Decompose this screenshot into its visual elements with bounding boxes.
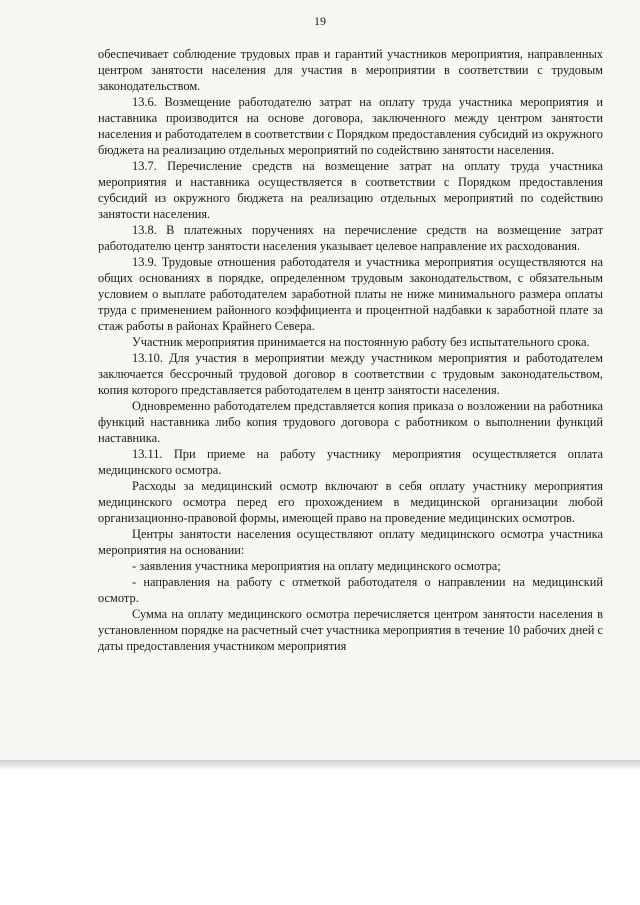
paragraph-payment-transfer: Сумма на оплату медицинского осмотра перечисляется центром занятости населения в установленном порядке на расчетный счет участника мероприятия в течение 10 рабочих дней с даты предоставления участником мероприятия [98,607,603,653]
paragraph-mentor-order: Одновременно работодателем представляется копия приказа о возложении на работника функций наставника либо копия трудового договора с работником о выполнении функций наставника. [98,399,603,445]
paragraph-13-9: 13.9. Трудовые отношения работодателя и участника мероприятия осуществляются на общих основаниях в порядке, определенном трудовым законодательством, с обязательным условием о выплате работодателем заработной платы не ниже минимального размера оплаты труда с применением районного коэффициента и процентной надбавки к заработной плате за стаж работы в районах Крайнего Севера. [98,255,603,333]
paragraph-probation: Участник мероприятия принимается на постоянную работу без испытательного срока. [132,335,590,349]
paragraph-13-11: 13.11. При приеме на работу участнику мероприятия осуществляется оплата медицинского осмотра. [98,447,603,477]
scan-edge-shadow [0,760,640,770]
list-item-application: - заявления участника мероприятия на оплату медицинского осмотра; [132,559,501,573]
page-number: 19 [314,14,326,28]
paragraph-continuation: обеспечивает соблюдение трудовых прав и гарантий участников мероприятия, направленных центром занятости населения для участия в мероприятии в соответствии с трудовым законодательством. [98,47,603,93]
paragraph-payment-basis: Центры занятости населения осуществляют оплату медицинского осмотра участника мероприятия на основании: [98,527,603,557]
paragraph-13-7: 13.7. Перечисление средств на возмещение затрат на оплату труда участника мероприятия и наставника осуществляется в соответствии с Порядком предоставления субсидий из окружного бюджета на реализацию отдельных мероприятий по содействию занятости населения. [98,159,603,221]
list-item-referral: - направления на работу с отметкой работодателя о направлении на медицинский осмотр. [98,575,603,605]
paragraph-13-6: 13.6. Возмещение работодателю затрат на оплату труда участника мероприятия и наставника производится на основе договора, заключенного между центром занятости населения и работодателем в соответствии с Порядком предоставления субсидий из окружного бюджета на реализацию отдельных мероприятий по содействию занятости населения. [98,95,603,157]
paragraph-medical-expenses: Расходы за медицинский осмотр включают в себя оплату участнику мероприятия медицинского осмотра перед его прохождением в медицинской организации любой организационно-правовой формы, имеющей право на проведение медицинских осмотров. [98,479,603,525]
document-body [98,46,603,654]
paragraph-13-10: 13.10. Для участия в мероприятии между участником мероприятия и работодателем заключается бессрочный трудовой договор в соответствии с трудовым законодательством, копия которого представляется работодателем в центр занятости населения. [98,351,603,397]
paragraph-13-8: 13.8. В платежных поручениях на перечисление средств на возмещение затрат работодателю центр занятости населения указывает целевое направление их расходования. [98,223,603,253]
